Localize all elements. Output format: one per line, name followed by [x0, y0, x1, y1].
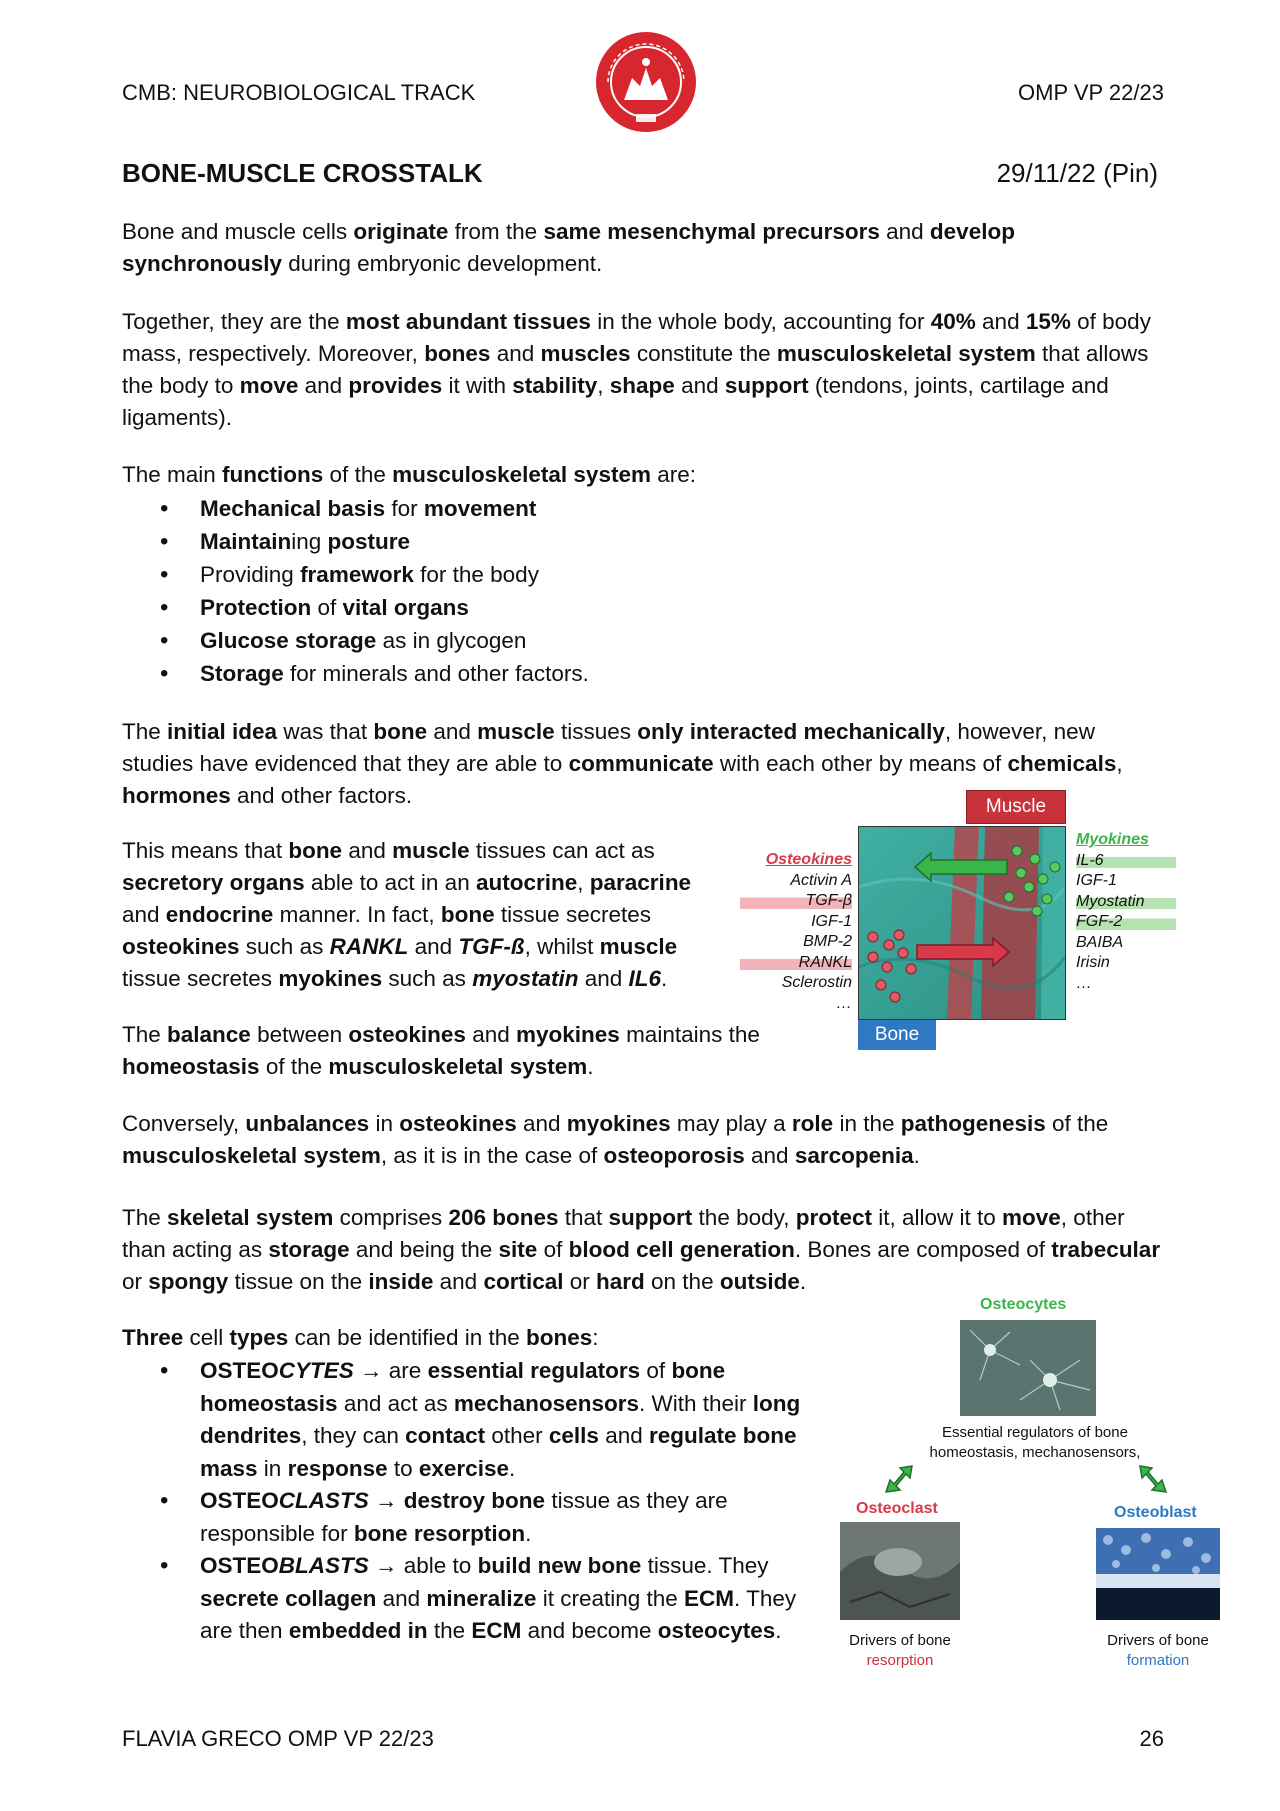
osteoblast-caption-2: formation — [1126, 1652, 1190, 1669]
university-seal-logo — [594, 30, 698, 134]
myokine-item: FGF-2 — [1076, 912, 1176, 933]
list-item: • OSTEOCYTES → are essential regulators of bone homeostasis and act as mechanosensors. With their long dendrites, they can contact other cells and regulate bone mass in response to exercise. — [160, 1355, 820, 1485]
list-item: • Providing framework for the body — [160, 558, 1160, 591]
osteokine-item: RANKL — [740, 953, 852, 974]
header-right: OMP VP 22/23 — [1018, 80, 1164, 105]
paragraph-5: This means that bone and muscle tissues can act as secretory organs able to act in an autocrine, paracrine and endocrine manner. In fact, bone tissue secretes osteokines such as RANKL and TGF-ß, whilst muscle tissue secretes myokines such as myostatin and IL6. — [122, 838, 692, 991]
page-number: 26 — [1139, 1726, 1164, 1751]
myokine-item: BAIBA — [1076, 933, 1124, 951]
osteokine-item: Sclerostin — [781, 974, 852, 991]
osteoclast-title: Osteoclast — [856, 1500, 938, 1517]
myokine-item: Irisin — [1076, 954, 1110, 971]
myokine-item: IGF-1 — [1076, 872, 1117, 889]
osteokines-list — [740, 850, 852, 1014]
osteokine-item: TGF-β — [740, 891, 852, 912]
osteoclast-caption-1: Drivers of bone — [849, 1632, 951, 1649]
myokine-item: Myostatin — [1076, 892, 1176, 913]
osteokine-item: Activin A — [790, 871, 852, 889]
myokine-item: IL-6 — [1076, 851, 1176, 872]
osteocytes-title: Osteocytes — [980, 1296, 1067, 1313]
osteoclast-caption-2: resorption — [866, 1652, 934, 1669]
list-item: • Maintaining posture — [160, 525, 1160, 558]
osteokine-item: IGF-1 — [811, 912, 852, 930]
header-left: CMB: NEUROBIOLOGICAL TRACK — [122, 80, 476, 105]
osteoblast-image — [1096, 1528, 1220, 1620]
date-label: 29/11/22 (Pin) — [996, 158, 1158, 188]
list-item: • Protection of vital organs — [160, 591, 1160, 624]
cell-types-list — [160, 1355, 820, 1648]
tissue-image — [858, 826, 1066, 1020]
osteoblast-caption-1: Drivers of bone — [1107, 1632, 1209, 1649]
muscle-label: Muscle — [966, 790, 1066, 824]
paragraph-9: Three cell types can be identified in the bones: — [122, 1325, 599, 1350]
functions-list — [160, 492, 1160, 690]
osteocytes-caption-1: Essential regulators of bone — [942, 1424, 1128, 1441]
paragraph-4: The initial idea was that bone and muscle tissues only interacted mechanically, however, new studies have evidenced that they are able to communicate with each other by means of chemicals, hormones and other factors. — [122, 719, 1123, 808]
list-item: • Glucose storage as in glycogen — [160, 624, 1160, 657]
osteokine-item: … — [836, 994, 852, 1012]
osteocytes-caption-2: homeostasis, mechanosensors, — [929, 1444, 1141, 1461]
paragraph-6: The balance between osteokines and myokines maintains the homeostasis of the musculoskeletal system. — [122, 1022, 760, 1079]
crosstalk-figure — [740, 790, 1170, 1050]
myokines-list — [1076, 830, 1176, 994]
osteokines-title: Osteokines — [765, 851, 852, 868]
paragraph-8: The skeletal system comprises 206 bones that support the body, protect it, allow it to move, other than acting as storage and being the site of blood cell generation. Bones are composed of trabecular or spongy tissue on the inside and cortical or hard on the outside. — [122, 1205, 1161, 1294]
list-item: • OSTEOCLASTS → destroy bone tissue as they are responsible for bone resorption. — [160, 1485, 820, 1550]
paragraph-3: The main functions of the musculoskeletal system are: — [122, 462, 697, 487]
bone-label: Bone — [858, 1020, 936, 1050]
bone-cells-figure — [830, 1296, 1220, 1676]
left-double-arrow-icon — [880, 1462, 916, 1498]
paragraph-2: Together, they are the most abundant tissues in the whole body, accounting for 40% and 15% of body mass, respectively. Moreover, bones and muscles constitute the musculoskeletal system that allows the body to move and provides it with stability, shape and support (tendons, joints, cartilage and ligaments). — [122, 309, 1151, 430]
myokines-title: Myokines — [1076, 831, 1149, 848]
footer-left: FLAVIA GRECO OMP VP 22/23 — [122, 1726, 434, 1751]
list-item: • Mechanical basis for movement — [160, 492, 1160, 525]
right-double-arrow-icon — [1136, 1462, 1172, 1498]
osteocytes-image — [960, 1320, 1096, 1416]
myokine-item: … — [1076, 974, 1092, 992]
osteokine-item: BMP-2 — [803, 933, 852, 950]
paragraph-7: Conversely, unbalances in osteokines and myokines may play a role in the pathogenesis of the musculoskeletal system, as it is in the case of osteoporosis and sarcopenia. — [122, 1111, 1109, 1168]
osteoclast-image — [840, 1522, 960, 1620]
list-item: • Storage for minerals and other factors. — [160, 657, 1160, 690]
osteoblast-title: Osteoblast — [1114, 1504, 1197, 1521]
page-title: BONE-MUSCLE CROSSTALK — [122, 158, 483, 188]
list-item: • OSTEOBLASTS → able to build new bone tissue. They secrete collagen and mineralize it creating the ECM. They are then embedded in the ECM and become osteocytes. — [160, 1550, 820, 1648]
paragraph-1: Bone and muscle cells originate from the same mesenchymal precursors and develop synchronously during embryonic development. — [122, 219, 1015, 276]
